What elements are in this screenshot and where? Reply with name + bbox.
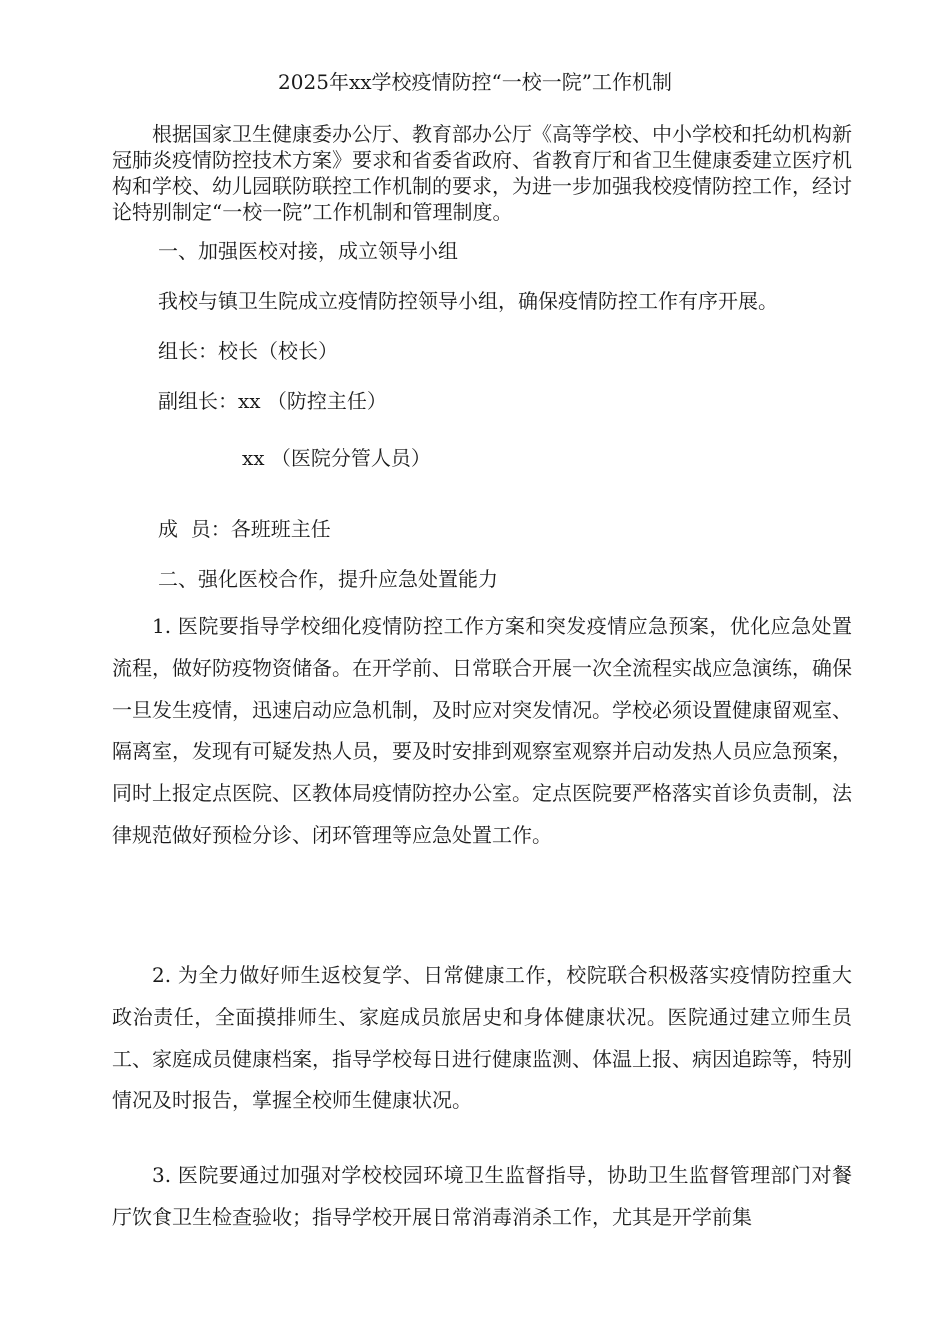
section2-heading: 二、强化医校合作，提升应急处置能力 (158, 567, 498, 591)
group-leader: 组长：校长（校长） (158, 339, 338, 363)
deputy-leader-1: 副组长：xx （防控主任） (158, 389, 387, 413)
group-members: 成 员：各班班主任 (158, 517, 331, 541)
section1-heading: 一、加强医校对接，成立领导小组 (158, 239, 458, 263)
intro-paragraph: 根据国家卫生健康委办公厅、教育部办公厅《高等学校、中小学校和托幼机构新冠肺炎疫情防控技术方案》要求和省委省政府、省教育厅和省卫生健康委建立医疗机构和学校、幼儿园联防联控工作机制的要求，为进一步加强我校疫情防控工作，经讨论特别制定“一校一院”工作机制和管理制度。 (112, 122, 852, 224)
item-1-paragraph: 1. 医院要指导学校细化疫情防控工作方案和突发疫情应急预案，优化应急处置流程，做好防疫物资储备。在开学前、日常联合开展一次全流程实战应急演练，确保一旦发生疫情，迅速启动应急机制，及时应对突发情况。学校必须设置健康留观室、隔离室，发现有可疑发热人员，要及时安排到观察室观察并启动发热人员应急预案，同时上报定点医院、区教体局疫情防控办公室。定点医院要严格落实首诊负责制，法律规范做好预检分诊、闭环管理等应急处置工作。 (112, 614, 852, 847)
document-title: 2025年xx学校疫情防控“一校一院”工作机制 (278, 70, 672, 94)
section1-text: 我校与镇卫生院成立疫情防控领导小组，确保疫情防控工作有序开展。 (158, 289, 778, 313)
item-3-paragraph: 3. 医院要通过加强对学校校园环境卫生监督指导，协助卫生监督管理部门对餐厅饮食卫生检查验收；指导学校开展日常消毒消杀工作，尤其是开学前集 (112, 1163, 852, 1229)
deputy-leader-2: xx （医院分管人员） (242, 446, 431, 470)
item-2-paragraph: 2. 为全力做好师生返校复学、日常健康工作，校院联合积极落实疫情防控重大政治责任，全面摸排师生、家庭成员旅居史和身体健康状况。医院通过建立师生员工、家庭成员健康档案，指导学校每日进行健康监测、体温上报、病因追踪等，特别情况及时报告，掌握全校师生健康状况。 (112, 963, 852, 1113)
